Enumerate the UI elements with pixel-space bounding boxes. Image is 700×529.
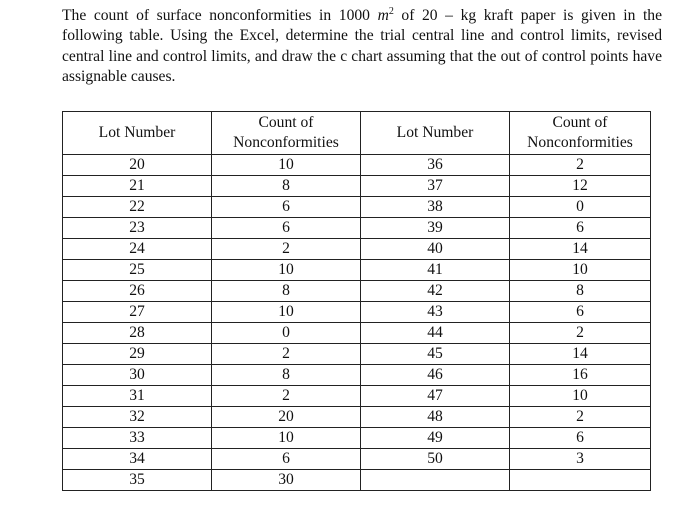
table-row <box>63 386 651 407</box>
table-cell-count: 14 <box>510 344 651 365</box>
table-cell-count: 10 <box>212 428 361 449</box>
header-lot-number-1: Lot Number <box>63 112 212 155</box>
table-row <box>63 449 651 470</box>
table-cell-count: 16 <box>510 365 651 386</box>
table-cell-count: 20 <box>212 407 361 428</box>
table-row <box>63 155 651 176</box>
table-cell-count: 14 <box>510 239 651 260</box>
table-cell-lot-number: 21 <box>63 176 212 197</box>
table-cell-count: 8 <box>212 365 361 386</box>
table-row <box>63 407 651 428</box>
table-row <box>63 281 651 302</box>
header-count-1: Count of Nonconformities <box>212 112 361 155</box>
table-row <box>63 197 651 218</box>
table-cell-count: 8 <box>510 281 651 302</box>
table-row <box>63 323 651 344</box>
table-cell-lot-number: 34 <box>63 449 212 470</box>
table-cell-count: 2 <box>510 155 651 176</box>
table-cell-count: 6 <box>510 218 651 239</box>
table-cell-lot-number: 43 <box>361 302 510 323</box>
table-body <box>63 155 651 491</box>
unit-exponent: 2 <box>388 6 394 17</box>
table-row <box>63 428 651 449</box>
table-cell-count: 30 <box>212 470 361 491</box>
table-cell-count: 10 <box>212 155 361 176</box>
table-cell-lot-number: 38 <box>361 197 510 218</box>
table-row <box>63 344 651 365</box>
table-cell-lot-number: 41 <box>361 260 510 281</box>
table-row <box>63 218 651 239</box>
table-row <box>63 470 651 491</box>
table-cell-lot-number: 39 <box>361 218 510 239</box>
table-cell-lot-number: 40 <box>361 239 510 260</box>
table-cell-lot-number: 29 <box>63 344 212 365</box>
table-cell-count: 2 <box>212 386 361 407</box>
table-header-row <box>63 112 651 155</box>
table-cell-lot-number: 32 <box>63 407 212 428</box>
problem-text-part2: of 20 – kg kraft paper is given in the following table. Using the Excel, determine the trial central line and control limits, revised central line and control limits, and draw the c chart assuming that the out of control points have assignable causes. <box>62 7 663 85</box>
table-cell-count: 8 <box>212 176 361 197</box>
table-cell-lot-number: 22 <box>63 197 212 218</box>
table-cell-count: 2 <box>510 323 651 344</box>
table-cell-lot-number: 27 <box>63 302 212 323</box>
table-cell-lot-number: 46 <box>361 365 510 386</box>
table-row <box>63 365 651 386</box>
table-cell-lot-number: 28 <box>63 323 212 344</box>
table-cell-count: 6 <box>510 302 651 323</box>
table-cell-lot-number: 25 <box>63 260 212 281</box>
table-cell-count: 3 <box>510 449 651 470</box>
table-cell-lot-number: 31 <box>63 386 212 407</box>
unit-variable: m <box>377 7 389 24</box>
table-cell-count: 10 <box>510 260 651 281</box>
table-cell-count: 6 <box>212 197 361 218</box>
table-cell-lot-number: 26 <box>63 281 212 302</box>
table-cell-lot-number: 36 <box>361 155 510 176</box>
table-cell-lot-number: 20 <box>63 155 212 176</box>
table-cell-count: 0 <box>510 197 651 218</box>
table-cell-lot-number <box>361 470 510 491</box>
table-cell-count: 10 <box>212 302 361 323</box>
table-cell-lot-number: 30 <box>63 365 212 386</box>
table-cell-lot-number: 48 <box>361 407 510 428</box>
table-cell-lot-number: 23 <box>63 218 212 239</box>
table-cell-lot-number: 33 <box>63 428 212 449</box>
table-cell-lot-number: 49 <box>361 428 510 449</box>
table-cell-count: 10 <box>510 386 651 407</box>
table-row <box>63 260 651 281</box>
nonconformities-table <box>62 111 651 491</box>
table-cell-count: 12 <box>510 176 651 197</box>
table-cell-count: 6 <box>212 218 361 239</box>
table-cell-lot-number: 47 <box>361 386 510 407</box>
table-cell-count <box>510 470 651 491</box>
table-cell-lot-number: 24 <box>63 239 212 260</box>
table-cell-lot-number: 45 <box>361 344 510 365</box>
header-lot-number-2: Lot Number <box>361 112 510 155</box>
problem-text-part1: The count of surface nonconformities in 1000 <box>62 7 378 24</box>
table-cell-count: 6 <box>212 449 361 470</box>
table-cell-count: 2 <box>510 407 651 428</box>
problem-statement <box>62 6 662 87</box>
table-cell-lot-number: 37 <box>361 176 510 197</box>
table-cell-lot-number: 50 <box>361 449 510 470</box>
header-count-2: Count of Nonconformities <box>510 112 651 155</box>
table-cell-lot-number: 44 <box>361 323 510 344</box>
table-row <box>63 302 651 323</box>
table-cell-count: 0 <box>212 323 361 344</box>
table-cell-count: 2 <box>212 344 361 365</box>
table-row <box>63 176 651 197</box>
table-cell-lot-number: 35 <box>63 470 212 491</box>
table-cell-lot-number: 42 <box>361 281 510 302</box>
table-cell-count: 6 <box>510 428 651 449</box>
table-row <box>63 239 651 260</box>
table-cell-count: 10 <box>212 260 361 281</box>
table-cell-count: 2 <box>212 239 361 260</box>
table-cell-count: 8 <box>212 281 361 302</box>
